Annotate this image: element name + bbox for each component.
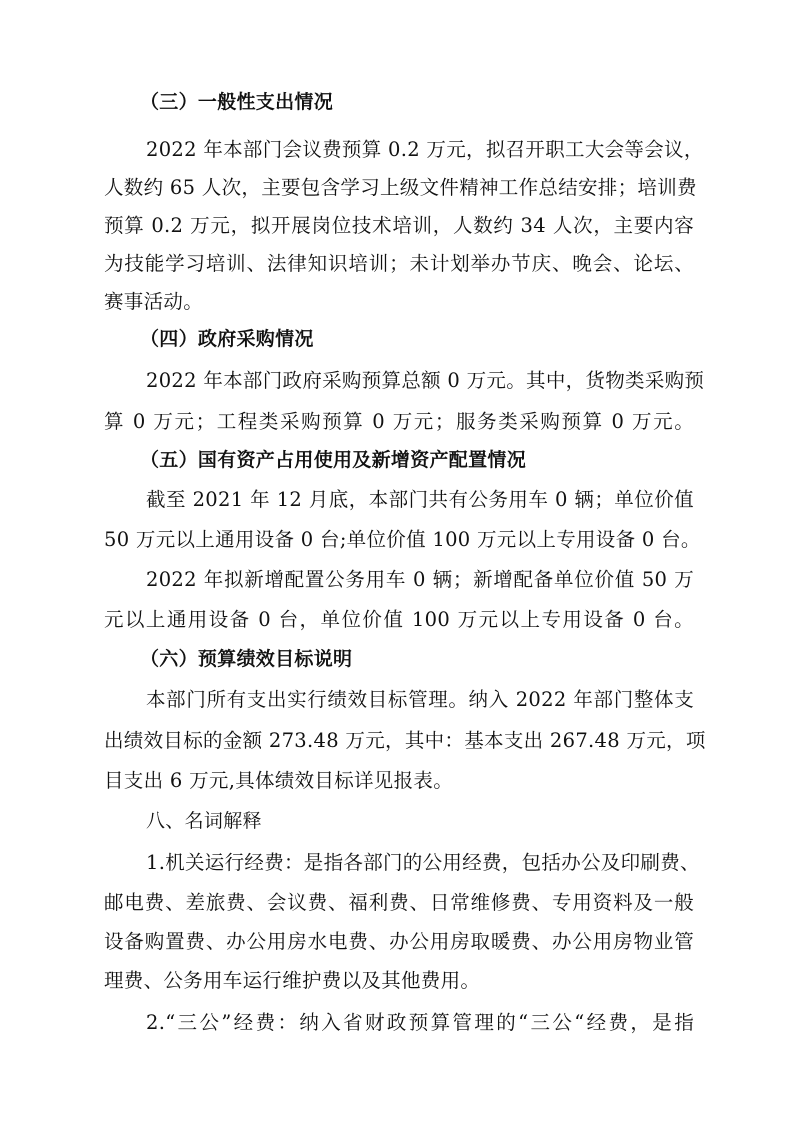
paragraph-line: 目支出 6 万元,具体绩效目标详见报表。 xyxy=(104,769,454,792)
paragraph-line: 预算 0.2 万元，拟开展岗位技术培训，人数约 34 人次，主要内容 xyxy=(104,214,694,237)
paragraph-line: 邮电费、差旅费、会议费、福利费、日常维修费、专用资料及一般 xyxy=(104,891,694,914)
paragraph-line: 2.“三公”经费：纳入省财政预算管理的“三公“经费，是指 xyxy=(146,1011,694,1034)
section-heading-government-procurement: （四）政府采购情况 xyxy=(140,328,314,350)
paragraph-line: 算 0 万元；工程类采购预算 0 万元；服务类采购预算 0 万元。 xyxy=(104,410,694,433)
paragraph-line: 出绩效目标的金额 273.48 万元，其中：基本支出 267.48 万元，项 xyxy=(104,729,706,752)
section-title-glossary: 八、名词解释 xyxy=(146,810,262,832)
paragraph-line: 2022 年拟新增配置公务用车 0 辆；新增配备单位价值 50 万 xyxy=(146,568,694,591)
paragraph-line: 本部门所有支出实行绩效目标管理。纳入 2022 年部门整体支 xyxy=(146,688,694,711)
section-heading-performance-targets: （六）预算绩效目标说明 xyxy=(140,648,353,670)
section-heading-state-assets: （五）国有资产占用使用及新增资产配置情况 xyxy=(140,449,527,471)
paragraph-line: 2022 年本部门政府采购预算总额 0 万元。其中，货物类采购预 xyxy=(146,369,705,392)
paragraph-line: 50 万元以上通用设备 0 台;单位价值 100 万元以上专用设备 0 台。 xyxy=(104,528,701,551)
paragraph-line: 1.机关运行经费：是指各部门的公用经费，包括办公及印刷费、 xyxy=(146,851,700,874)
paragraph-line: 人数约 65 人次，主要包含学习上级文件精神工作总结安排；培训费 xyxy=(104,176,697,199)
paragraph-line: 元以上通用设备 0 台，单位价值 100 万元以上专用设备 0 台。 xyxy=(104,608,694,631)
paragraph-line: 截至 2021 年 12 月底，本部门共有公务用车 0 辆；单位价值 xyxy=(146,488,694,511)
section-heading-general-expenditure: （三）一般性支出情况 xyxy=(140,91,334,113)
paragraph-line: 设备购置费、办公用房水电费、办公用房取暖费、办公用房物业管 xyxy=(104,930,694,953)
paragraph-line: 2022 年本部门会议费预算 0.2 万元，拟召开职工大会等会议， xyxy=(146,138,704,161)
paragraph-line: 赛事活动。 xyxy=(104,290,204,313)
paragraph-line: 理费、公务用车运行维护费以及其他费用。 xyxy=(104,969,481,992)
paragraph-line: 为技能学习培训、法律知识培训；未计划举办节庆、晚会、论坛、 xyxy=(104,252,694,275)
